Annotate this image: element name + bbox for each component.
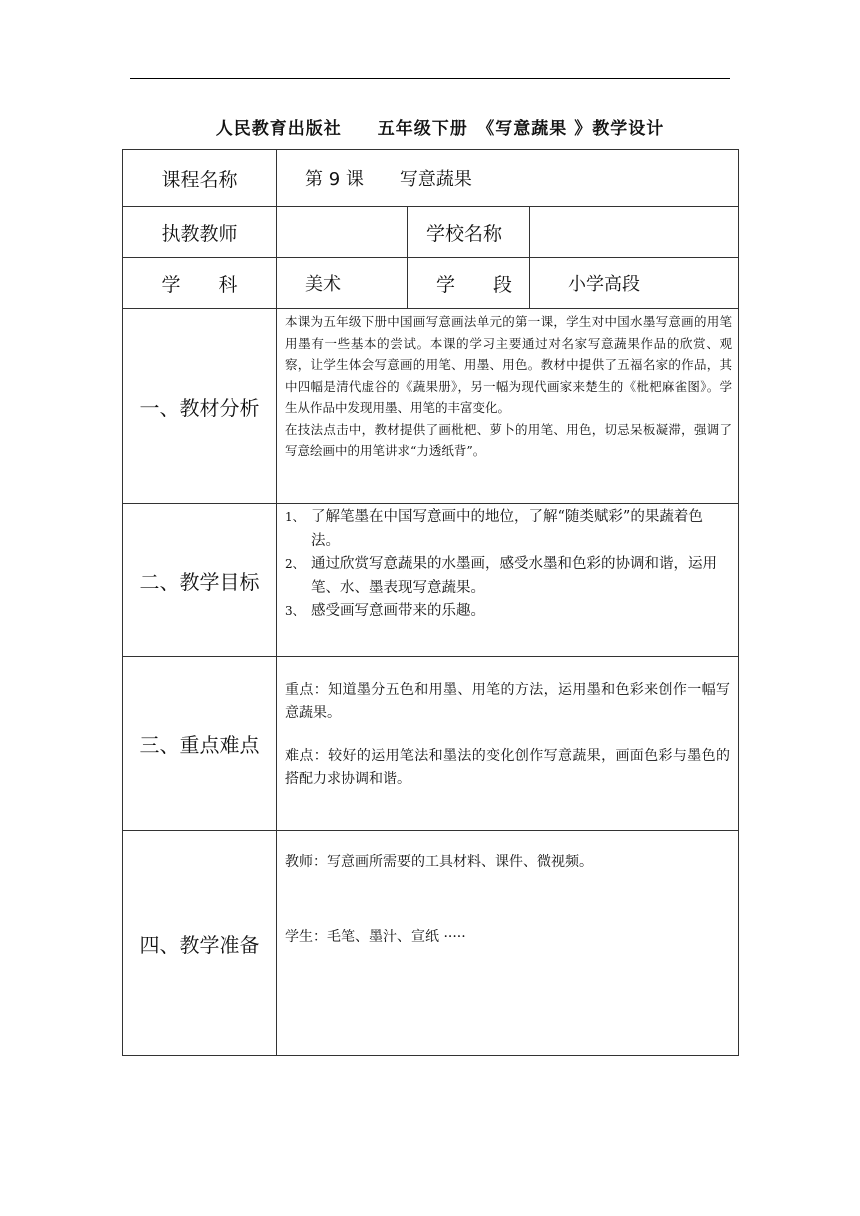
- focus-row: [123, 657, 739, 831]
- prep-row: [123, 831, 739, 1056]
- goal-number: 2、: [285, 557, 305, 571]
- course-row: [123, 150, 739, 207]
- difficulty-text: 难点：较好的运用笔法和墨法的变化创作写意蔬果，画面色彩与墨色的搭配力求协调和谐。: [285, 748, 731, 787]
- teacher-label: 执教教师: [123, 207, 277, 258]
- course-value: 第 9 课 写意蔬果: [277, 150, 739, 207]
- header-rule: [130, 78, 730, 79]
- goals-list: [285, 506, 730, 624]
- document-title: 人民教育出版社 五年级下册 《写意蔬果 》教学设计: [215, 119, 665, 139]
- analysis-content: [277, 309, 739, 504]
- course-label: 课程名称: [123, 150, 277, 207]
- prep-content: [277, 831, 739, 1056]
- student-prep-text: 学生：毛笔、墨汁、宣纸 ·····: [285, 929, 466, 945]
- goal-item: [285, 506, 730, 553]
- analysis-row: [123, 309, 739, 504]
- analysis-paragraph: 在技法点击中，教材提供了画枇杷、萝卜的用笔、用色，切忌呆板凝滞，强调了写意绘画中的用笔讲求“力透纸背”。: [285, 421, 733, 458]
- prep-label: 四、教学准备: [123, 831, 277, 1056]
- key-point-text: 重点：知道墨分五色和用墨、用笔的方法，运用墨和色彩来创作一幅写意蔬果。: [285, 682, 731, 721]
- stage-label: 学 段: [408, 258, 530, 309]
- focus-content: [277, 657, 739, 831]
- school-value: [530, 207, 739, 258]
- subject-value: 美术: [277, 258, 408, 309]
- goals-label: 二、教学目标: [123, 504, 277, 657]
- goal-number: 3、: [285, 604, 305, 618]
- analysis-paragraph: 本课为五年级下册中国画写意画法单元的第一课，学生对中国水墨写意画的用笔用墨有一些基本的尝试。本课的学习主要通过对名家写意蔬果作品的欣赏、观察，让学生体会写意画的用笔、用墨、用色。教材中提供了五福名家的作品，其中四幅是清代虚谷的《蔬果册》，另一幅为现代画家来楚生的《枇杷麻雀图》。学生从作品中发现用墨、用笔的丰富变化。: [285, 314, 733, 415]
- school-label: 学校名称: [408, 207, 530, 258]
- subject-row: [123, 258, 739, 309]
- focus-label: 三、重点难点: [123, 657, 277, 831]
- goal-item: [285, 600, 730, 624]
- goals-row: [123, 504, 739, 657]
- teacher-row: [123, 207, 739, 258]
- goal-text: 通过欣赏写意蔬果的水墨画，感受水墨和色彩的协调和谐，运用笔、水、墨表现写意蔬果。: [311, 556, 717, 596]
- analysis-label: 一、教材分析: [123, 309, 277, 504]
- goal-item: [285, 553, 730, 600]
- goal-number: 1、: [285, 510, 305, 524]
- goal-text: 感受画写意画带来的乐趣。: [311, 603, 485, 619]
- teacher-prep-text: 教师：写意画所需要的工具材料、课件、微视频。: [285, 854, 593, 870]
- lesson-plan-table: [122, 149, 739, 1056]
- goal-text: 了解笔墨在中国写意画中的地位，了解“随类赋彩”的果蔬着色法。: [311, 509, 703, 549]
- subject-label: 学 科: [123, 258, 277, 309]
- teacher-value: [277, 207, 408, 258]
- goals-content: [277, 504, 739, 657]
- stage-value: 小学高段: [530, 258, 739, 309]
